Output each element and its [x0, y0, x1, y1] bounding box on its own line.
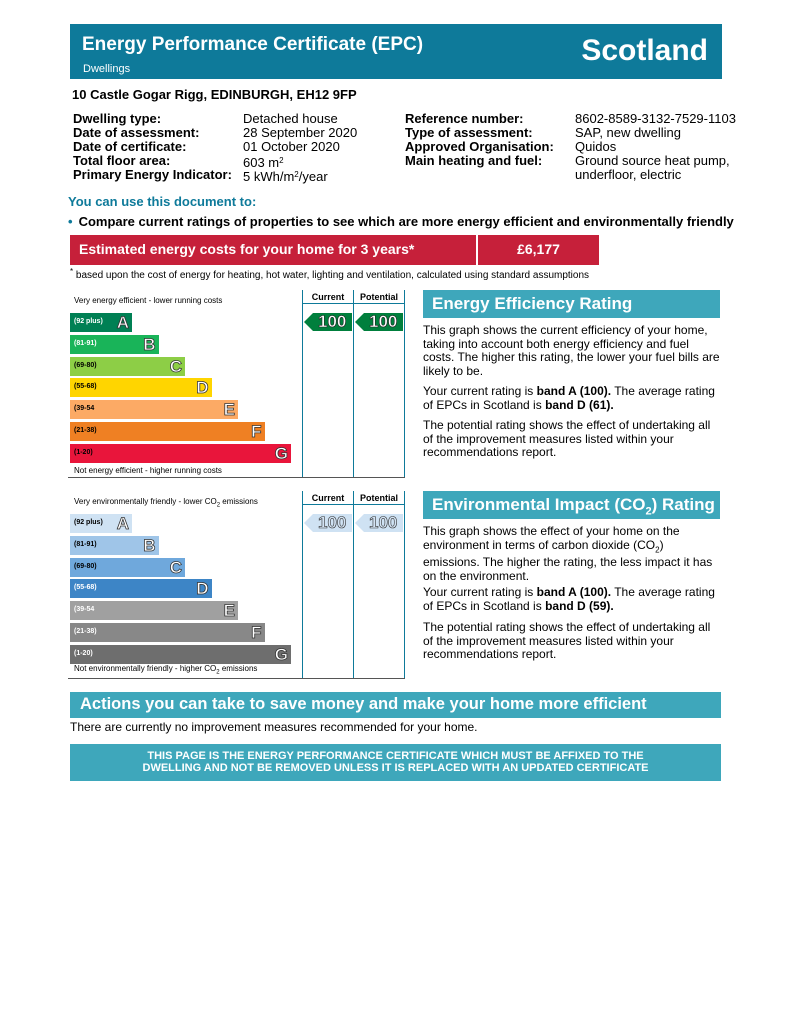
- chart-divider: [302, 290, 303, 477]
- affix-notice-line2: DWELLING AND NOT BE REMOVED UNLESS IT IS REPLACED WITH AN UPDATED CERTIFICATE: [142, 762, 649, 774]
- chart-divider: [404, 491, 405, 678]
- rating-band-range: (1-20): [74, 448, 93, 456]
- rating-band-range: (69-80): [74, 361, 97, 369]
- document-subtitle: Dwellings: [83, 63, 131, 75]
- bullet-icon: •: [68, 214, 73, 229]
- dwelling-type-value: Detached house: [243, 111, 338, 126]
- document-title: Energy Performance Certificate (EPC): [82, 34, 424, 55]
- environmental-impact-heading: Environmental Impact $(CO_2)$ Rating: [423, 491, 720, 519]
- potential-rating-value: 100: [369, 312, 398, 331]
- energy-efficiency-description: This graph shows the current efficiency of your home, taking into account both energy efficiency and fuel costs. The higher this rating, the lower your fuel bills are likely to be.: [423, 323, 720, 378]
- dwelling-type-label: Dwelling type:: [73, 111, 162, 126]
- reference-number-label: Reference number:: [405, 111, 524, 126]
- chart-bottom-caption: Not energy efficient - higher running costs: [74, 466, 222, 475]
- country-label: Scotland: [581, 34, 708, 67]
- reference-number-value: 8602-8589-3132-7529-1103: [575, 111, 736, 126]
- current-column-header: Current: [311, 292, 345, 302]
- rating-band-letter: A: [116, 313, 129, 332]
- chart-top-caption: Very energy efficient - lower running costs: [74, 296, 223, 305]
- energy-cost-value: £6,177: [478, 235, 599, 265]
- rating-band-range: (92 plus): [74, 519, 103, 526]
- rating-band-b: [70, 536, 159, 555]
- assessment-date-value: 28 September 2020: [243, 125, 358, 140]
- rating-band-letter: G: [274, 443, 288, 463]
- rating-band-letter: D: [196, 579, 209, 599]
- rating-band-a: [70, 514, 132, 533]
- environmental-impact-current: Your current rating is band A (100). The average rating of EPCs in Scotland is band D (59).: [423, 585, 715, 613]
- floor-area-value: 603 $m^2$: [243, 155, 284, 170]
- rating-band-range: (39-54: [74, 405, 95, 413]
- rating-band-letter: E: [223, 601, 235, 621]
- epc-header: [70, 24, 722, 79]
- rating-band-letter: B: [143, 334, 156, 354]
- potential-rating-arrow: [355, 514, 403, 532]
- rating-band-range: (55-68): [74, 383, 97, 391]
- rating-band-f: [70, 623, 265, 642]
- energy-efficiency-current: Your current rating is band A (100). The average rating of EPCs in Scotland is band D (61).: [423, 384, 715, 412]
- heating-fuel-value: Ground source heat pump,: [575, 153, 730, 168]
- rating-band-b: [70, 335, 159, 354]
- usage-heading: You can use this document to:: [68, 194, 257, 209]
- current-rating-value: 100: [318, 312, 347, 331]
- rating-band-letter: G: [274, 644, 288, 664]
- actions-text: There are currently no improvement measures recommended for your home.: [70, 720, 478, 734]
- rating-band-letter: D: [196, 378, 209, 398]
- rating-band-letter: F: [251, 623, 262, 642]
- environmental-impact-potential: The potential rating shows the effect of undertaking all of the improvement measures listed within your recommendations report.: [423, 620, 711, 661]
- primary-energy-label: Primary Energy Indicator:: [73, 167, 232, 182]
- affix-notice: [70, 744, 721, 781]
- rating-band-range: (21-38): [74, 427, 97, 434]
- certificate-date-label: Date of certificate:: [73, 139, 187, 154]
- environmental-impact-chart: [68, 491, 405, 679]
- chart-header-line: [302, 504, 405, 505]
- chart-divider: [353, 290, 354, 477]
- rating-band-d: [70, 378, 212, 397]
- rating-band-range: (81-91): [74, 339, 97, 347]
- rating-band-range: (39-54: [74, 606, 95, 614]
- rating-band-range: (92 plus): [74, 318, 103, 325]
- energy-cost-label: Estimated energy costs for your home for 3 years*: [70, 235, 476, 265]
- rating-band-letter: A: [116, 514, 129, 533]
- rating-band-a: [70, 313, 132, 332]
- assessment-type-value: SAP, new dwelling: [575, 125, 681, 140]
- energy-efficiency-potential: The potential rating shows the effect of undertaking all of the improvement measures listed within your recommendations report.: [423, 418, 711, 459]
- potential-rating-arrow: [355, 313, 403, 331]
- approved-org-label: Approved Organisation:: [405, 139, 554, 154]
- environmental-impact-description: This graph shows the effect of your home on the environment in terms of carbon dioxide $(CO_2)$ emissions. The higher the rating, the less impact it has on the environment.: [423, 524, 713, 583]
- actions-heading: Actions you can take to save money and make your home more efficient: [70, 692, 721, 718]
- chart-header-line: [302, 303, 405, 304]
- assessment-date-label: Date of assessment:: [73, 125, 200, 140]
- chart-divider: [302, 491, 303, 678]
- certificate-date-value: 01 October 2020: [243, 139, 340, 154]
- approved-org-value: Quidos: [575, 139, 617, 154]
- assessment-type-label: Type of assessment:: [405, 125, 533, 140]
- affix-notice-line1: THIS PAGE IS THE ENERGY PERFORMANCE CERTIFICATE WHICH MUST BE AFFIXED TO THE: [147, 750, 644, 762]
- rating-band-d: [70, 579, 212, 598]
- current-column-header: Current: [311, 493, 345, 503]
- rating-band-g: [70, 444, 291, 463]
- rating-band-range: (21-38): [74, 628, 97, 635]
- chart-divider: [353, 491, 354, 678]
- rating-band-letter: B: [143, 535, 156, 555]
- rating-band-range: (69-80): [74, 562, 97, 570]
- potential-rating-value: 100: [369, 513, 398, 532]
- rating-band-range: (1-20): [74, 649, 93, 657]
- rating-band-range: (81-91): [74, 540, 97, 548]
- energy-cost-note: * based upon the cost of energy for heating, hot water, lighting and ventilation, calculated using standard assumptions: [70, 267, 590, 281]
- chart-divider: [404, 290, 405, 477]
- current-rating-arrow: [304, 313, 352, 331]
- rating-band-c: [70, 357, 185, 376]
- potential-column-header: Potential: [359, 493, 398, 503]
- current-rating-arrow: [304, 514, 352, 532]
- current-rating-value: 100: [318, 513, 347, 532]
- chart-bottom-caption: Not environmentally friendly - higher $CO_2$ emissions: [74, 664, 258, 676]
- rating-band-c: [70, 558, 185, 577]
- rating-band-g: [70, 645, 291, 664]
- rating-band-range: (55-68): [74, 584, 97, 592]
- rating-band-e: [70, 400, 238, 419]
- rating-band-letter: E: [223, 400, 235, 420]
- rating-band-f: [70, 422, 265, 441]
- heating-fuel-value-line2: underfloor, electric: [575, 167, 682, 182]
- rating-band-letter: C: [169, 557, 182, 577]
- property-address: 10 Castle Gogar Rigg, EDINBURGH, EH12 9FP: [72, 87, 357, 102]
- rating-band-e: [70, 601, 238, 620]
- rating-band-letter: F: [251, 422, 262, 441]
- potential-column-header: Potential: [359, 292, 398, 302]
- rating-band-letter: C: [169, 356, 182, 376]
- usage-bullet: • Compare current ratings of properties to see which are more energy efficient and environmentally friendly: [68, 214, 734, 229]
- floor-area-label: Total floor area:: [73, 153, 171, 168]
- energy-efficiency-chart: [68, 290, 405, 478]
- heating-fuel-label: Main heating and fuel:: [405, 153, 543, 168]
- energy-cost-bar: [70, 235, 599, 265]
- primary-energy-value: 5 kWh/$m^2$/year: [243, 169, 328, 184]
- energy-efficiency-heading: Energy Efficiency Rating: [423, 290, 720, 318]
- chart-top-caption: Very environmentally friendly - lower $CO_2$ emissions: [74, 497, 258, 509]
